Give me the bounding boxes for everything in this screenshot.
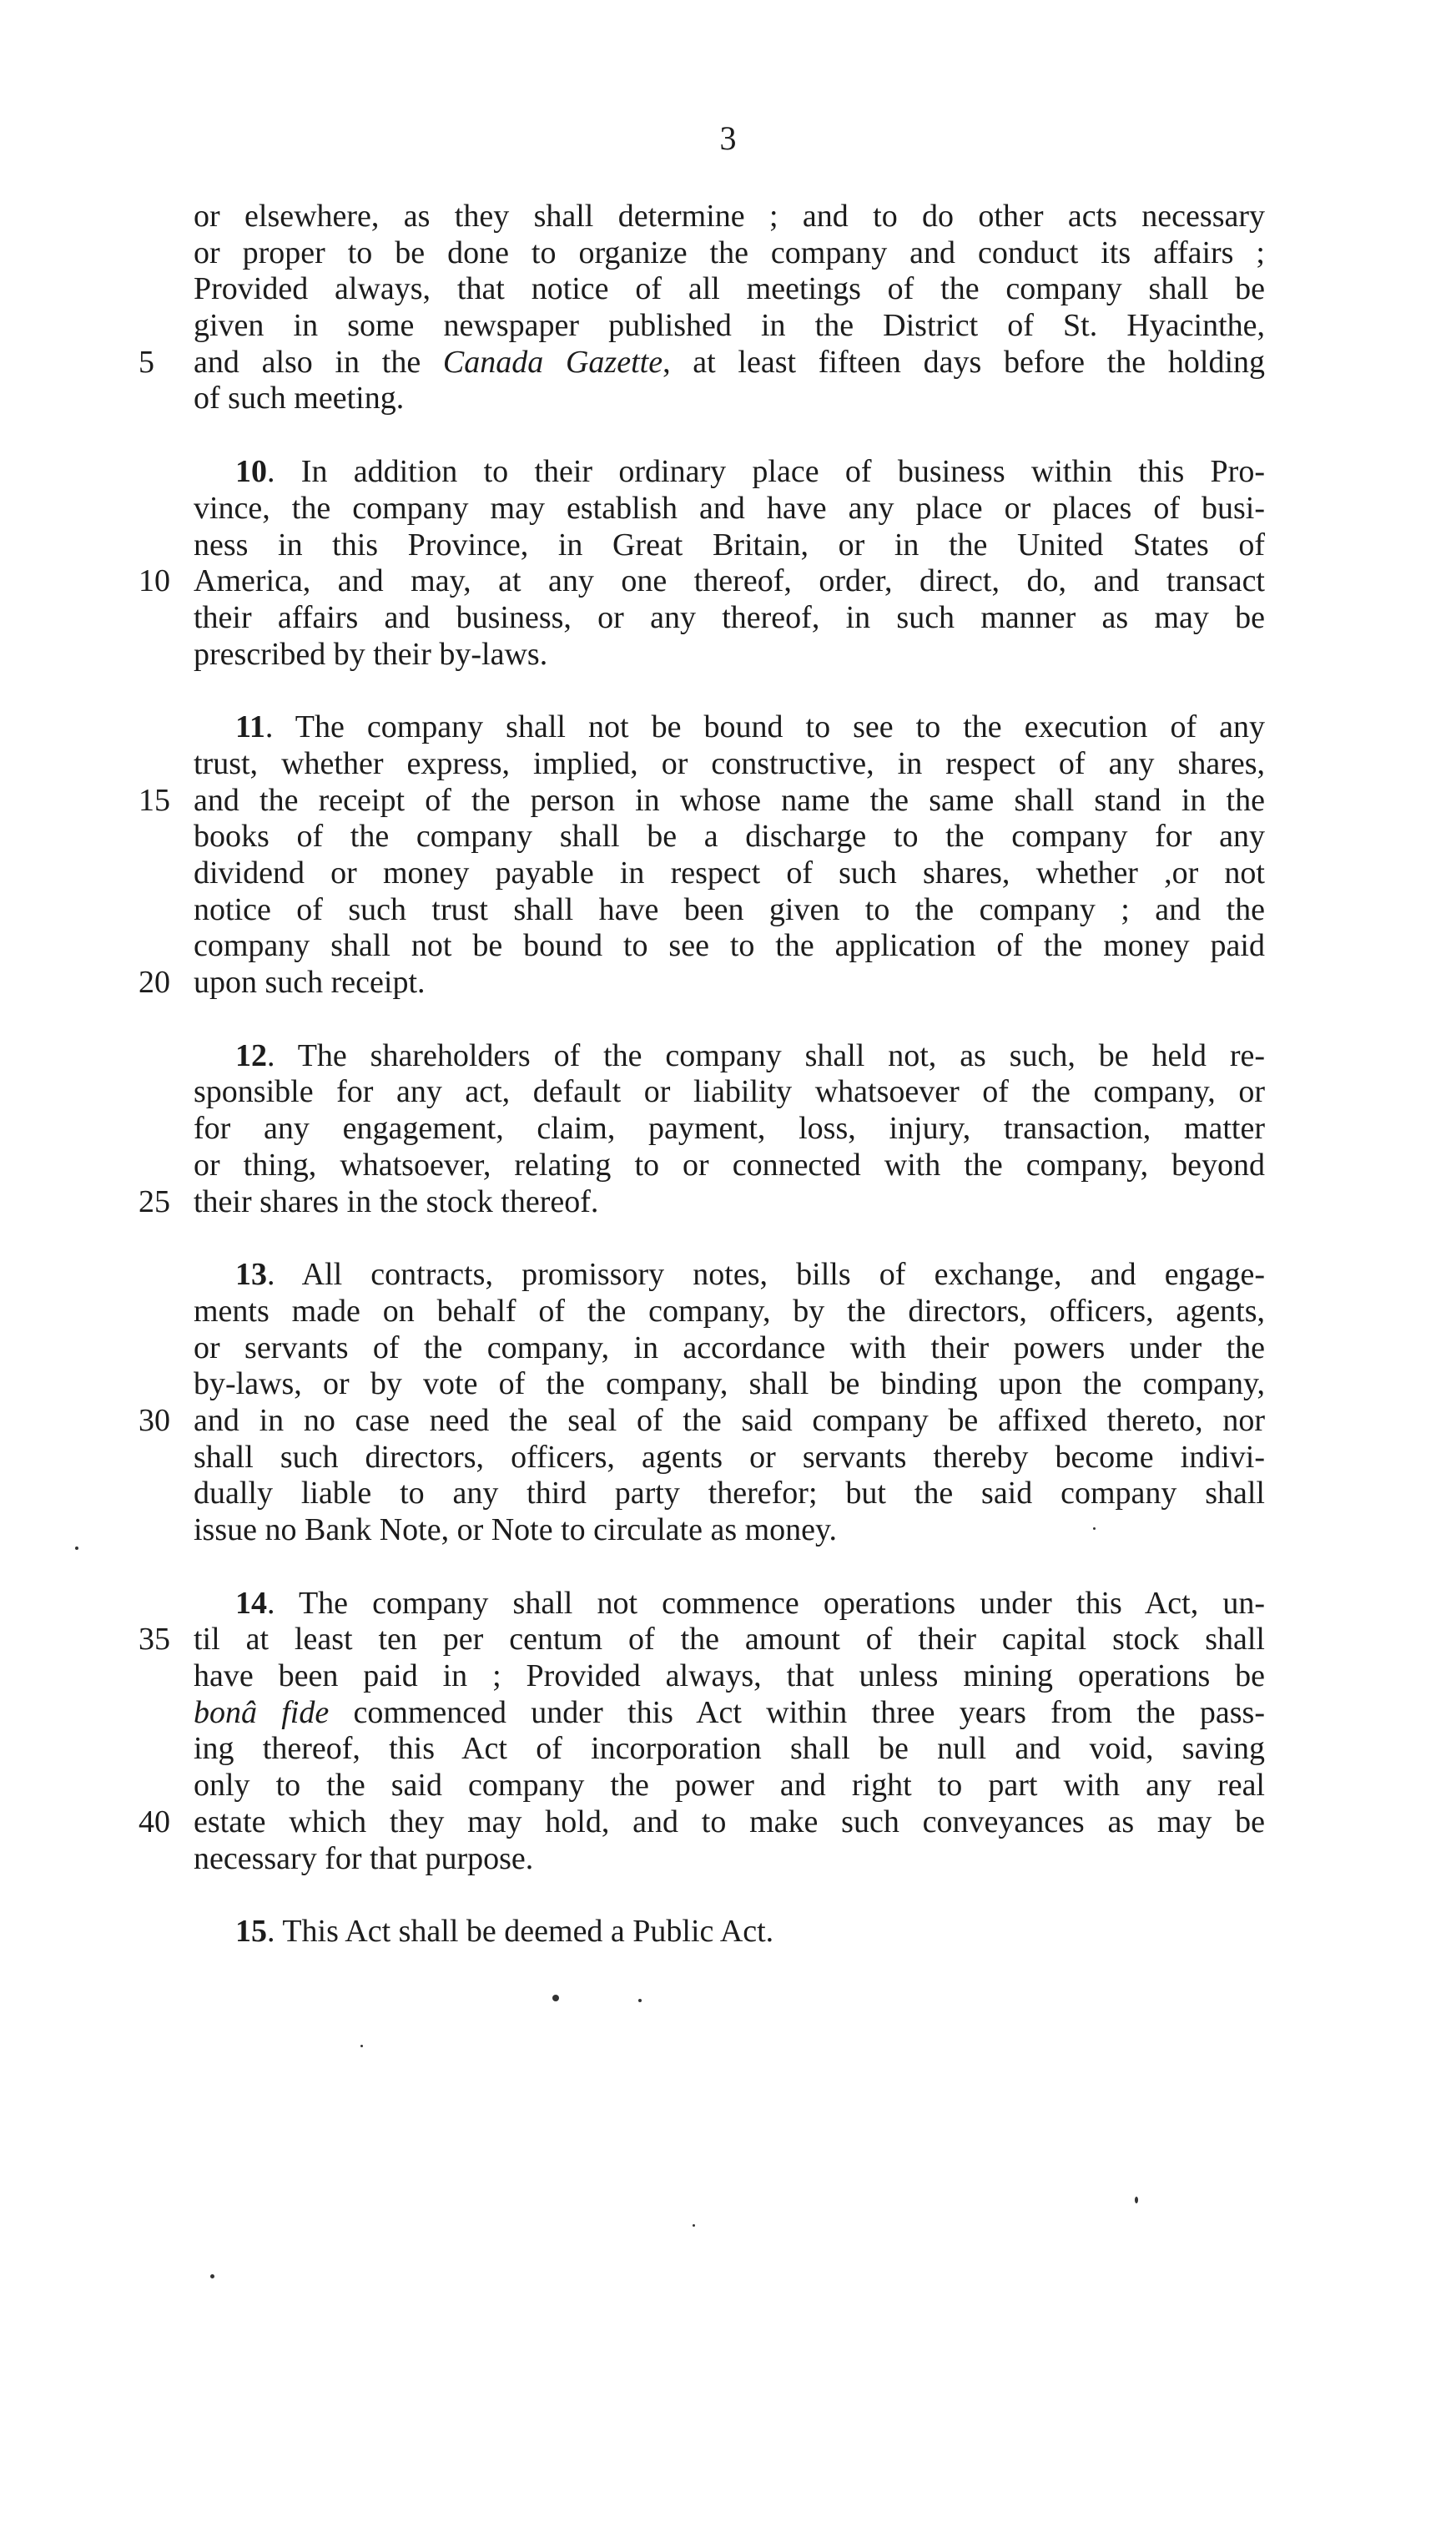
text-line <box>194 381 1265 417</box>
text-line <box>194 892 1265 929</box>
text-line <box>194 746 1265 783</box>
text-line <box>194 1731 1265 1768</box>
line-number: 40 <box>139 1804 170 1839</box>
text-line <box>194 1586 1265 1622</box>
text-run: . In addition to their ordinary place of business within this Pro- <box>267 454 1265 490</box>
text-line <box>194 199 1265 235</box>
scan-speck <box>693 2224 695 2227</box>
text-run: til at least ten per centum of the amount of their capital stock shall <box>194 1622 1265 1658</box>
paragraph <box>139 1037 1265 1220</box>
paragraph-gap <box>194 417 1265 454</box>
section-number: 14 <box>235 1585 267 1621</box>
text-line <box>194 855 1265 892</box>
scan-speck <box>360 2045 363 2047</box>
text-run: for any engagement, claim, payment, loss, injury, transaction, matter <box>194 1111 1265 1147</box>
text-line <box>194 600 1265 637</box>
text-run: only to the said company the power and right to part with any real <box>194 1768 1265 1804</box>
text-line <box>194 1294 1265 1330</box>
paragraph <box>194 1914 1265 1950</box>
text-line <box>194 1658 1265 1695</box>
paragraph-gap <box>194 1002 1265 1038</box>
text-line <box>194 308 1265 345</box>
text-line <box>194 491 1265 527</box>
line-number: 10 <box>139 563 170 599</box>
paragraph <box>139 1257 1265 1549</box>
scan-speck <box>552 1995 559 2001</box>
text-run: their affairs and business, or any thereof, in such manner as may be <box>194 599 1265 635</box>
text-run: trust, whether express, implied, or constructive, in respect of any shares, <box>194 745 1265 781</box>
paragraph <box>139 709 1265 1002</box>
section-number: 12 <box>235 1037 267 1073</box>
text-run: America, and may, at any one thereof, order, direct, do, and transact <box>194 563 1265 599</box>
text-run: or proper to be done to organize the company and conduct its affairs ; <box>194 235 1265 270</box>
text-run: vince, the company may establish and have any place or places of busi- <box>194 490 1265 526</box>
text-run: of such meeting. <box>194 381 405 416</box>
text-run: prescribed by their by-laws. <box>194 636 548 672</box>
scan-speck <box>210 2274 214 2278</box>
page-number: 3 <box>719 119 737 157</box>
text-run: . The company shall not be bound to see to the execution of any <box>264 709 1265 745</box>
text-line <box>194 928 1265 965</box>
text-run: company shall not be bound to see to the application of the money paid <box>194 928 1265 964</box>
text-line <box>194 1366 1265 1403</box>
text-run: ments made on behalf of the company, by the directors, officers, agents, <box>194 1293 1265 1329</box>
text-line <box>194 1074 1265 1111</box>
text-run: commenced under this Act within three years from the pass- <box>329 1694 1265 1730</box>
section-number: 10 <box>235 454 267 490</box>
paragraph <box>139 1585 1265 1878</box>
text-run: shall such directors, officers, agents or servants thereby become indivi- <box>194 1439 1265 1475</box>
text-run: . The company shall not commence operations under this Act, un- <box>267 1585 1265 1621</box>
line-number: 20 <box>139 965 170 1001</box>
text-line <box>194 235 1265 272</box>
paragraph-gap <box>194 1220 1265 1257</box>
text-run: estate which they may hold, and to make such conveyances as may be <box>194 1804 1265 1839</box>
scan-speck <box>638 1999 642 2002</box>
text-run: or thing, whatsoever, relating to or connected with the company, beyond <box>194 1147 1265 1183</box>
text-run: upon such receipt. <box>194 965 426 1001</box>
text-line <box>194 1914 1265 1950</box>
paragraph-gap <box>194 1877 1265 1914</box>
text-run: sponsible for any act, default or liability whatsoever of the company, or <box>194 1074 1265 1110</box>
italic-text: bonâ fide <box>194 1694 330 1730</box>
text-run: their shares in the stock thereof. <box>194 1183 599 1219</box>
line-number: 35 <box>139 1622 170 1658</box>
text-run: ing thereof, this Act of incorporation shall be null and void, saving <box>194 1731 1265 1767</box>
paragraph <box>139 454 1265 673</box>
paragraph-gap <box>194 673 1265 709</box>
text-line <box>139 1804 1265 1841</box>
text-line <box>139 1183 1265 1221</box>
paragraph <box>139 199 1265 417</box>
line-number: 25 <box>139 1183 170 1219</box>
text-run: . The shareholders of the company shall not, as such, be held re- <box>267 1037 1265 1073</box>
scan-speck <box>1093 1527 1096 1530</box>
text-run: and in no case need the seal of the said company be affixed thereto, nor <box>194 1402 1265 1438</box>
text-run: dividend or money payable in respect of such shares, whether ,or not <box>194 855 1265 891</box>
text-run: . This Act shall be deemed a Public Act. <box>267 1914 774 1950</box>
text-line <box>194 637 1265 674</box>
text-run: Provided always, that notice of all meetings of the company shall be <box>194 271 1265 307</box>
text-run: , at least fifteen days before the holding <box>663 344 1265 380</box>
text-line <box>194 1695 1265 1732</box>
text-line <box>194 1512 1265 1549</box>
body-text <box>139 199 1265 1950</box>
text-line <box>194 819 1265 855</box>
text-run: issue no Bank Note, or Note to circulate as money. <box>194 1512 838 1547</box>
text-line <box>194 1111 1265 1148</box>
text-run: have been paid in ; Provided always, that unless mining operations be <box>194 1658 1265 1694</box>
text-run: given in some newspaper published in the District of St. Hyacinthe, <box>194 308 1265 344</box>
text-run: . All contracts, promissory notes, bills of exchange, and engage- <box>267 1257 1265 1293</box>
text-line <box>194 271 1265 308</box>
line-number: 5 <box>139 344 154 380</box>
text-run: and the receipt of the person in whose name the same shall stand in the <box>194 782 1265 818</box>
text-run: or servants of the company, in accordance with their powers under the <box>194 1330 1265 1365</box>
text-line <box>194 527 1265 564</box>
scan-speck <box>1135 2197 1138 2203</box>
text-line <box>194 1257 1265 1294</box>
section-number: 11 <box>235 709 265 745</box>
text-line <box>139 1402 1265 1440</box>
text-run: necessary for that purpose. <box>194 1840 534 1876</box>
section-number: 15 <box>235 1914 267 1950</box>
scan-speck <box>75 1547 78 1550</box>
text-line <box>194 1148 1265 1184</box>
italic-text: Canada Gazette <box>442 344 663 380</box>
section-number: 13 <box>235 1257 267 1293</box>
text-line <box>194 1841 1265 1878</box>
text-line <box>194 1038 1265 1075</box>
text-line <box>139 782 1265 820</box>
text-line <box>139 965 1265 1002</box>
text-line <box>194 1768 1265 1804</box>
text-run: dually liable to any third party therefor; but the said company shall <box>194 1476 1265 1511</box>
line-number: 30 <box>139 1402 170 1438</box>
paragraph-gap <box>194 1549 1265 1586</box>
text-line <box>194 1440 1265 1476</box>
text-line <box>139 1622 1265 1658</box>
text-run: notice of such trust shall have been given to the company ; and the <box>194 891 1265 927</box>
text-line <box>194 709 1265 746</box>
text-run: ness in this Province, in Great Britain, or in the United States of <box>194 527 1265 563</box>
text-run: books of the company shall be a discharge to the company for any <box>194 819 1265 855</box>
text-run: and also in the <box>194 344 443 380</box>
text-line <box>139 563 1265 600</box>
text-run: by-laws, or by vote of the company, shall be binding upon the company, <box>194 1366 1265 1402</box>
text-run: or elsewhere, as they shall determine ; and to do other acts necessary <box>194 199 1265 234</box>
text-line <box>194 454 1265 491</box>
text-line <box>194 1330 1265 1367</box>
text-line <box>139 344 1265 381</box>
line-number: 15 <box>139 782 170 818</box>
text-line <box>194 1476 1265 1512</box>
